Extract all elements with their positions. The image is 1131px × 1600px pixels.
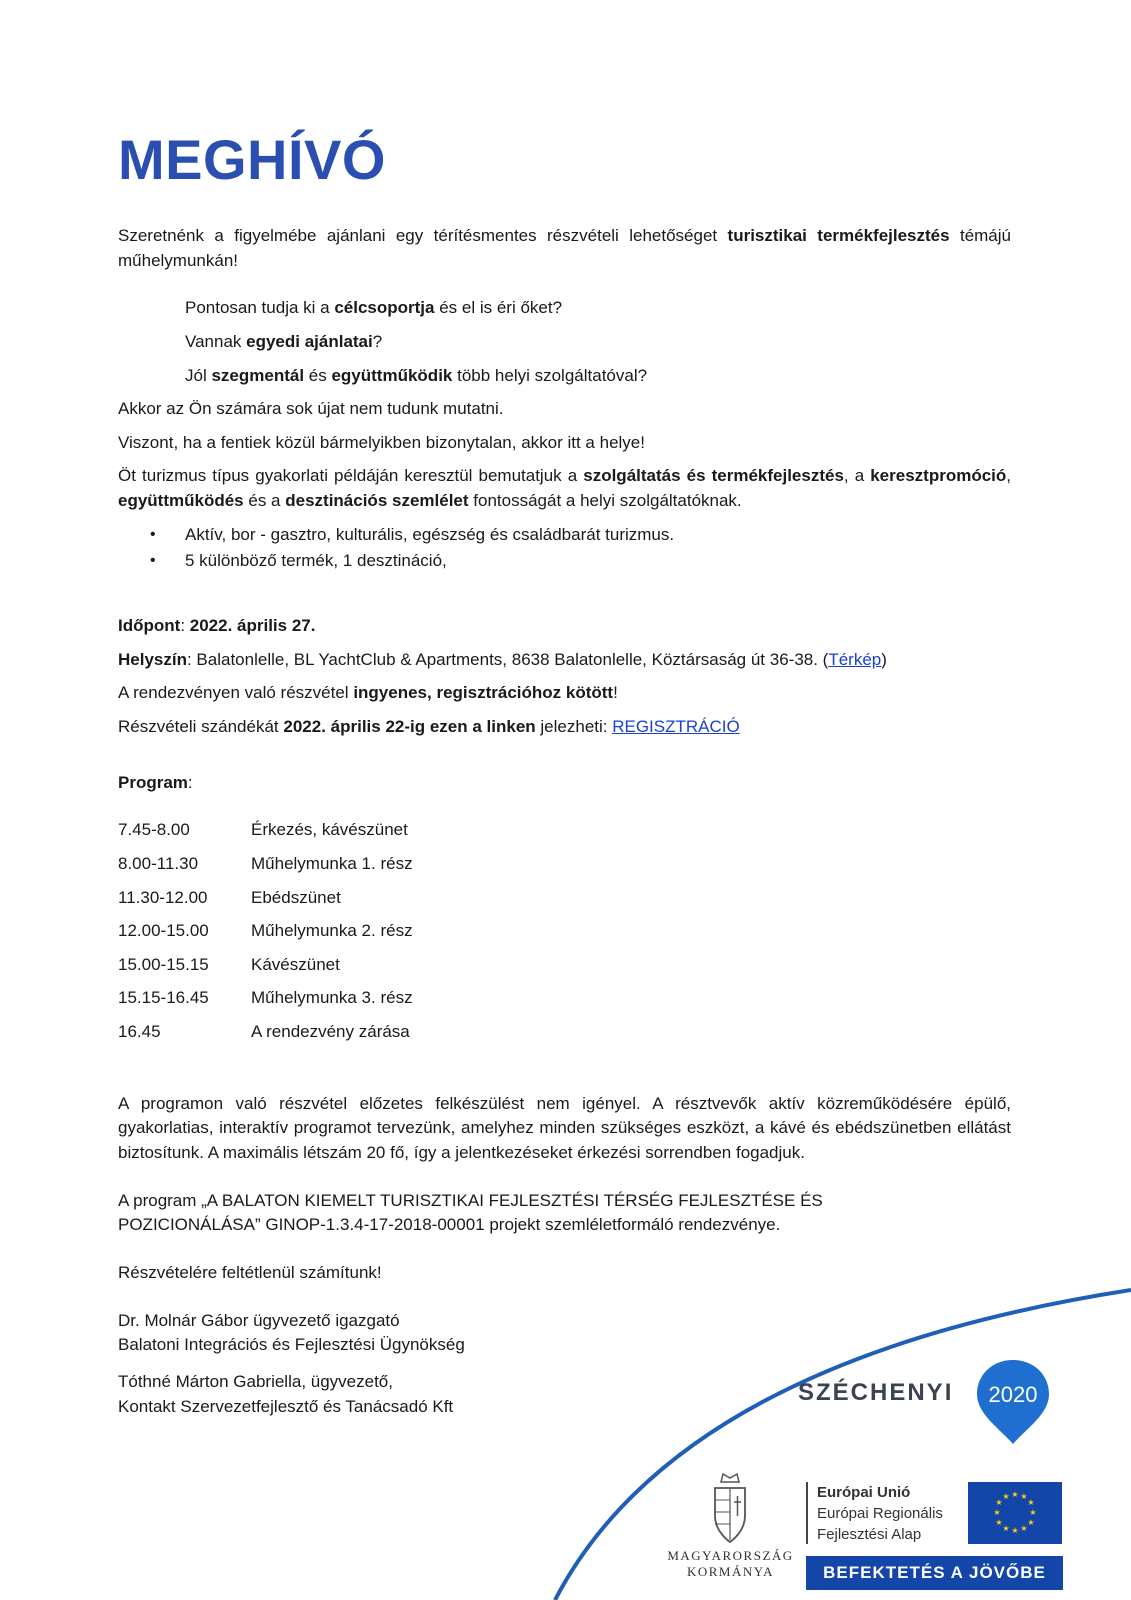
demo-paragraph: Öt turizmus típus gyakorlati példáján keresztül bemutatjuk a szolgáltatás és termékfejlesztés, a keresztpromóció, együttműködés és a desztinációs szemlélet fontosságát a helyi szolgáltatóknak. — [118, 466, 1011, 511]
question-target-group: Pontosan tudja ki a célcsoportja és el is éri őket? — [185, 298, 563, 318]
question-unique-offers: Vannak egyedi ajánlatai? — [185, 331, 383, 351]
svg-text:★: ★ — [1011, 1490, 1019, 1499]
invitation-body — [118, 224, 1011, 1431]
svg-text:★: ★ — [1027, 1498, 1035, 1507]
svg-text:★: ★ — [995, 1518, 1003, 1527]
table-row — [118, 919, 1011, 944]
signature-1: Dr. Molnár Gábor ügyvezető igazgató Balatoni Integrációs és Fejlesztési Ügynökség — [118, 1310, 465, 1355]
table-row — [118, 886, 1011, 911]
program-activity: Műhelymunka 1. rész — [251, 853, 413, 873]
intro-paragraph: Szeretnénk a figyelmébe ajánlani egy térítésmentes részvételi lehetőséget turisztikai termékfejlesztés témájú műhelymunkán! — [118, 226, 1011, 270]
svg-text:★: ★ — [993, 1508, 1001, 1517]
program-activity: Érkezés, kávészünet — [251, 820, 408, 840]
map-link[interactable]: Térkép — [828, 649, 882, 669]
svg-text:★: ★ — [1011, 1526, 1019, 1535]
program-time: 15.15-16.45 — [118, 988, 209, 1008]
program-schedule — [118, 818, 1011, 1044]
program-activity: Ebédszünet — [251, 887, 341, 907]
szechenyi-year: 2020 — [988, 1382, 1038, 1407]
program-activity: Műhelymunka 2. rész — [251, 921, 413, 941]
coat-of-arms-icon — [707, 1470, 753, 1548]
event-date: Időpont: 2022. április 27. — [118, 616, 316, 636]
program-time: 11.30-12.00 — [118, 887, 208, 907]
table-row — [118, 1020, 1011, 1045]
event-location: Helyszín: Balatonlelle, BL YachtClub & Apartments, 8638 Balatonlelle, Köztársaság út 36-38. (Térkép) — [118, 649, 887, 669]
eu-flag-icon — [968, 1482, 1062, 1544]
program-heading: Program: — [118, 772, 193, 792]
table-row — [118, 986, 1011, 1011]
text-line-1: Akkor az Ön számára sok újat nem tudunk mutatni. — [118, 399, 504, 419]
program-time: 15.00-15.15 — [118, 954, 209, 974]
svg-text:★: ★ — [1020, 1492, 1028, 1501]
eu-fund-text: Európai Unió Európai Regionális Fejlesztési Alap — [817, 1484, 943, 1543]
program-activity: Kávészünet — [251, 954, 340, 974]
participation-note: A rendezvényen való részvétel ingyenes, regisztrációhoz kötött! — [118, 683, 618, 703]
program-activity: A rendezvény zárása — [251, 1022, 410, 1042]
text-line-2: Viszont, ha a fentiek közül bármelyikben bizonytalan, akkor itt a helye! — [118, 432, 645, 452]
question-segmentation: Jól szegmentál és együttműködik több helyi szolgáltatóval? — [185, 365, 648, 385]
svg-text:★: ★ — [1002, 1492, 1010, 1501]
svg-text:★: ★ — [1002, 1524, 1010, 1533]
svg-text:★: ★ — [1020, 1524, 1028, 1533]
program-time: 8.00-11.30 — [118, 853, 199, 873]
closing-paragraph-2: A program „A BALATON KIEMELT TURISZTIKAI FEJLESZTÉSI TÉRSÉG FEJLESZTÉSE ÉS POZICIONÁLÁSA” GINOP-1.3.4-17-2018-00001 projekt szemléletformáló rendezvénye. — [118, 1190, 823, 1235]
program-activity: Műhelymunka 3. rész — [251, 988, 413, 1008]
closing-paragraph-3: Részvételére feltétlenül számítunk! — [118, 1262, 382, 1282]
list-item: • Aktív, bor - gasztro, kulturális, egészség és családbarát turizmus. — [118, 523, 1011, 548]
table-row — [118, 953, 1011, 978]
table-row — [118, 852, 1011, 877]
registration-note: Részvételi szándékát 2022. április 22-ig ezen a linken jelezheti: REGISZTRÁCIÓ — [118, 716, 740, 736]
svg-text:★: ★ — [1027, 1518, 1035, 1527]
program-time: 16.45 — [118, 1022, 161, 1042]
program-time: 7.45-8.00 — [118, 820, 190, 840]
svg-text:★: ★ — [1029, 1508, 1037, 1517]
bullet-list — [118, 523, 1011, 574]
program-time: 12.00-15.00 — [118, 921, 209, 941]
registration-link[interactable]: REGISZTRÁCIÓ — [612, 716, 740, 736]
table-row — [118, 818, 1011, 843]
government-logo-text: MAGYARORSZÁG KORMÁNYA — [667, 1548, 794, 1579]
location-pin-icon — [973, 1356, 1053, 1446]
list-item: • 5 különböző termék, 1 desztináció, — [118, 549, 1011, 574]
invest-future-banner: BEFEKTETÉS A JÖVŐBE — [806, 1556, 1063, 1590]
eu-divider — [806, 1482, 808, 1544]
signature-2: Tóthné Márton Gabriella, ügyvezető, Kontakt Szervezetfejlesztő és Tanácsadó Kft — [118, 1371, 454, 1416]
closing-paragraph-1: A programon való részvétel előzetes felkészülést nem igényel. A résztvevők aktív közreműködésére épülő, gyakorlatias, interaktív programot tervezünk, amelyhez minden szükséges eszközt, a kávé és ebédszünetben ellátást biztosítunk. A maximális létszám 20 fő, így a jelentkezéseket érkezési sorrendben fogadjuk. — [118, 1093, 1011, 1163]
page-title: MEGHÍVÓ — [118, 128, 386, 191]
szechenyi-logo-text: SZÉCHENYI — [798, 1379, 954, 1406]
svg-text:★: ★ — [995, 1498, 1003, 1507]
